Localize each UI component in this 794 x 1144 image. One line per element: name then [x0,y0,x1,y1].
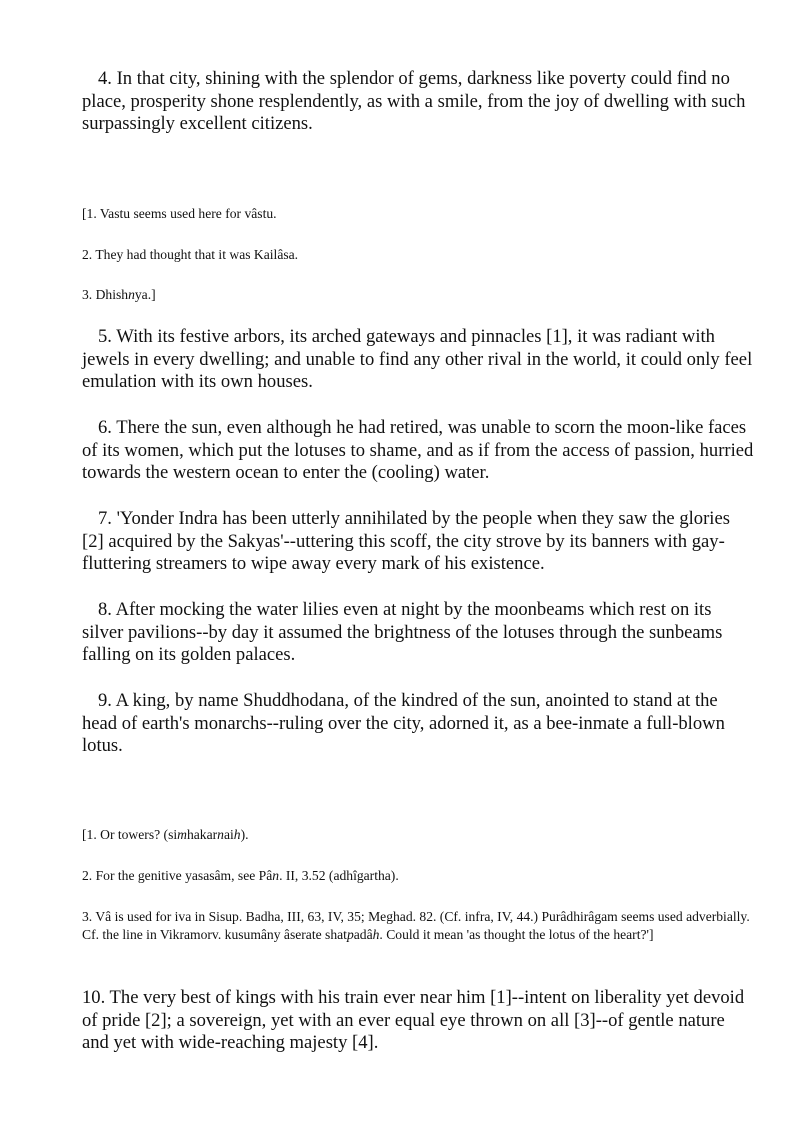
verse-9: 9. A king, by name Shuddhodana, of the kindred of the sun, anointed to stand at the head of earth's monarchs--ruling over the city, adorned it, as a bee-inmate a full-blown lotus. [82,690,725,757]
verse-5: 5. With its festive arbors, its arched gateways and pinnacles [1], it was radiant with jewels in every dwelling; and unable to find any other rival in the world, it could only feel emulation with its own houses. [82,326,753,393]
footnote-b2: 2. For the genitive yasasâm, see Pân. II, 3.52 (adhîgartha). [82,868,399,883]
verse-4: 4. In that city, shining with the splendor of gems, darkness like poverty could find no place, prosperity shone resplendently, as with a smile, from the joy of dwelling with such surpassingly excellent citizens. [82,68,746,135]
footnote-1: [1. Vastu seems used here for vâstu. [82,206,277,221]
footnote-b1: [1. Or towers? (simhakarnaih). [82,827,249,842]
verse-6: 6. There the sun, even although he had retired, was unable to scorn the moon-like faces of its women, which put the lotuses to shame, and as if from the access of passion, hurried towards the western ocean to enter the (cooling) water. [82,417,754,484]
verse-10: 10. The very best of kings with his train ever near him [1]--intent on liberality yet devoid of pride [2]; a sovereign, yet with an ever equal eye thrown on all [3]--of gentle nature and yet with wide-reaching majesty [4]. [82,987,745,1054]
verse-7: 7. 'Yonder Indra has been utterly annihilated by the people when they saw the glories [2] acquired by the Sakyas'--uttering this scoff, the city strove by its banners with gay-fluttering streamers to wipe away every mark of his existence. [82,508,730,575]
verse-8: 8. After mocking the water lilies even at night by the moonbeams which rest on its silver pavilions--by day it assumed the brightness of the lotuses through the sunbeams falling on its golden palaces. [82,599,723,666]
footnote-2: 2. They had thought that it was Kailâsa. [82,247,299,262]
footnote-b3: 3. Vâ is used for iva in Sisup. Badha, III, 63, IV, 35; Meghad. 82. (Cf. infra, IV, 44.) Purâdhirâgam seems used adverbially. Cf. the line in Vikramorv. kusumâny âserate shatpadâh. Could it mean 'as thought the lotus of the heart?'] [82,909,750,942]
footnote-3: 3. Dhishnya.] [82,287,156,302]
